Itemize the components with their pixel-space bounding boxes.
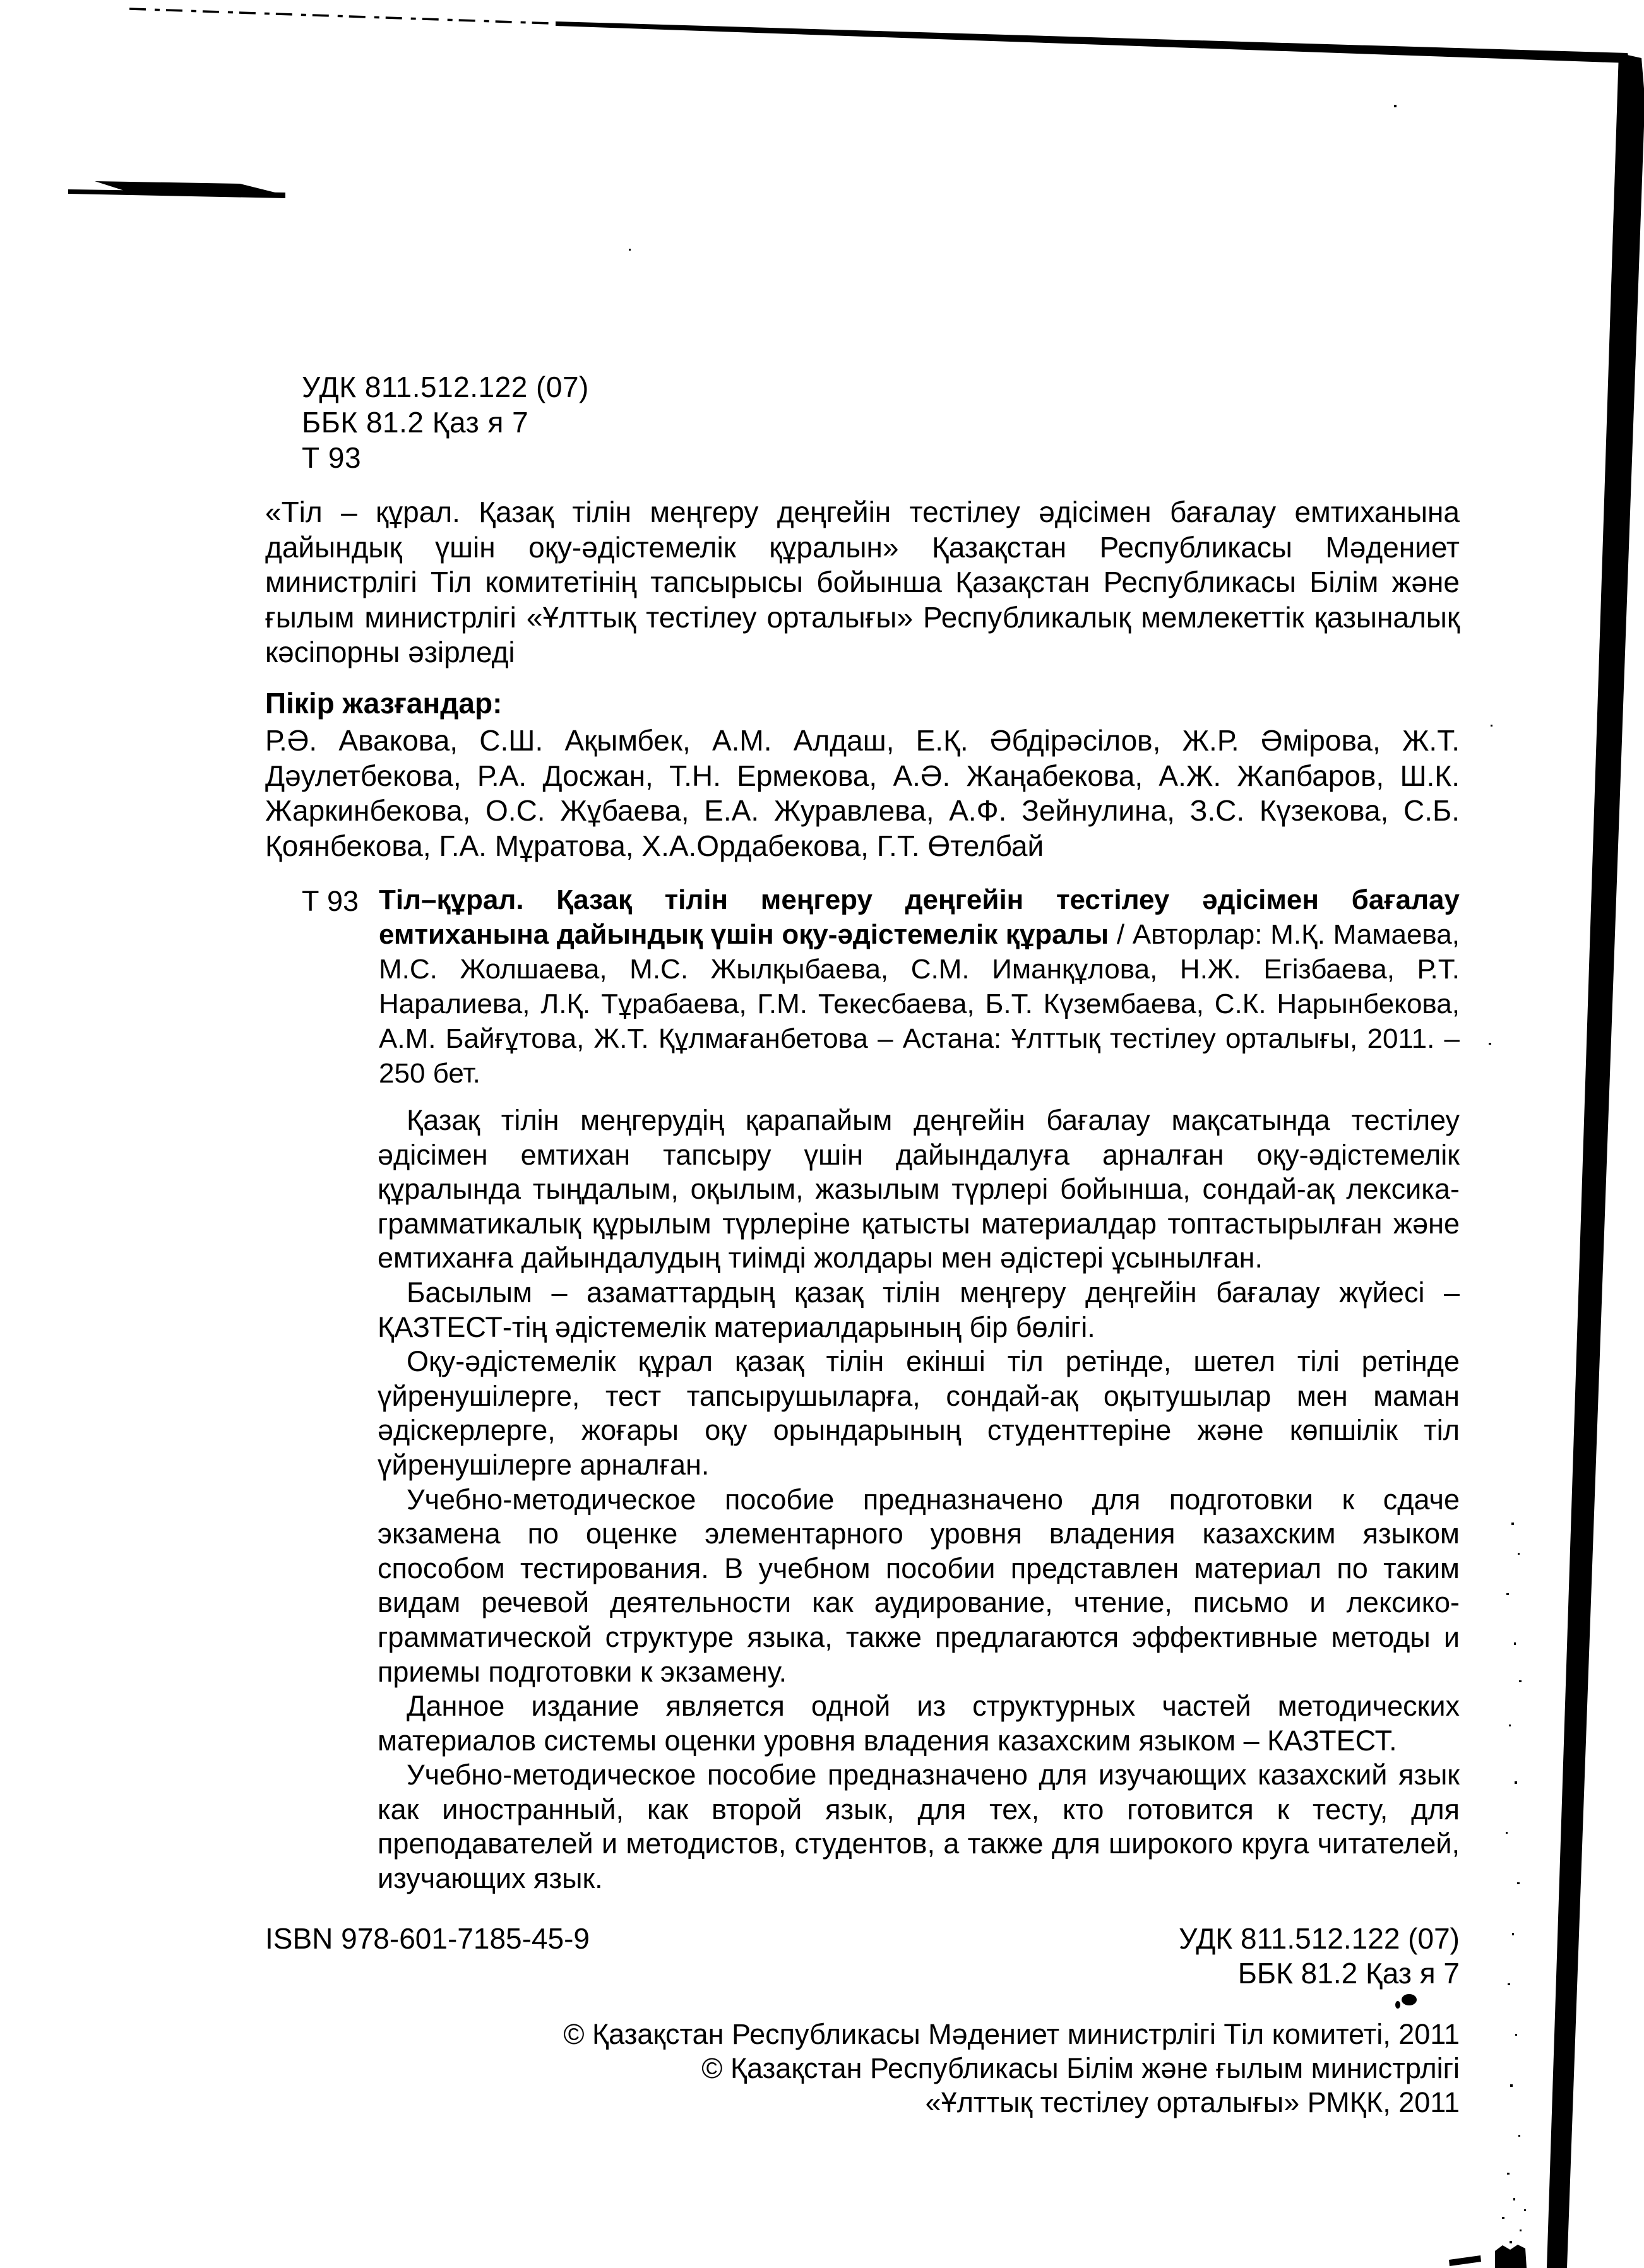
isbn: ISBN 978-601-7185-45-9 — [265, 1922, 590, 1955]
udk-bottom: УДК 811.512.122 (07) — [1179, 1922, 1460, 1955]
scan-bottom-dash — [1449, 2255, 1481, 2266]
annotation-paragraph-kk-2: Басылым – азаматтардың қазақ тілін меңгеру деңгейін бағалау жүйесі – ҚАЗТЕСТ-тің әдістемелік материалдарының бір бөлігі. — [378, 1276, 1460, 1343]
catalog-entry-code: Т 93 — [302, 885, 359, 917]
annotation-paragraph-ru-1: Учебно-методическое пособие предназначено для подготовки к сдаче экзамена по оценке элементарного уровня владения казахским языком способом тестирования. В учебном пособии представлен материал по таким видам речевой деятельности как аудирование, чтение, письмо и лексико-грамматической структуре языка, также предлагаются эффективные методы и приемы подготовки к экзамену. — [378, 1483, 1460, 1688]
annotation-block — [378, 1103, 1460, 1896]
catalog-code-top: Т 93 — [302, 441, 362, 474]
catalog-entry — [265, 882, 1460, 1091]
copyright-line-1: © Қазақстан Республикасы Мәдениет министрлігі Тіл комитеті, 2011 — [563, 2018, 1460, 2050]
scan-top-dashed-line — [129, 9, 568, 24]
reviewers-names: Р.Ә. Авакова, С.Ш. Ақымбек, А.М. Алдаш, Е.Қ. Әбдірәсілов, Ж.Р. Әмірова, Ж.Т. Дәулетбекова, Р.А. Досжан, Т.Н. Ермекова, А.Ә. Жаңабекова, А.Ж. Жапбаров, Ш.К. Жаркинбекова, О.С. Жұбаева, Е.А. Журавлева, А.Ф. Зейнулина, З.С. Күзекова, С.Б. Қоянбекова, Г.А. Мұратова, Х.А.Ордабекова, Г.Т. Өтелбай — [265, 724, 1460, 862]
bbk-top: ББК 81.2 Қаз я 7 — [302, 406, 529, 439]
scan-bottom-blob — [1495, 2245, 1527, 2268]
copyright-block — [265, 2017, 1460, 2120]
imprint-row — [265, 1921, 1460, 1991]
scan-wedge-rule — [68, 189, 285, 198]
copyright-line-2: © Қазақстан Республикасы Білім және ғылым министрлігі — [701, 2052, 1460, 2084]
scan-wedge-rule2 — [95, 181, 285, 195]
udk-top: УДК 811.512.122 (07) — [302, 371, 589, 403]
scan-top-rule — [556, 21, 1630, 63]
scan-ink-blot2 — [1395, 2001, 1400, 2009]
reviewers-heading: Пікір жазғандар: — [265, 687, 503, 720]
bibliographic-ids-block — [302, 369, 589, 475]
scan-right-edge-bar — [1547, 53, 1644, 2268]
bbk-bottom: ББК 81.2 Қаз я 7 — [1237, 1957, 1460, 1990]
annotation-paragraph-ru-2: Данное издание является одной из структурных частей методических материалов системы оценки уровня владения казахским языком – КАЗТЕСТ. — [378, 1690, 1460, 1757]
copyright-line-3: «Ұлттық тестілеу орталығы» РМҚК, 2011 — [925, 2086, 1460, 2118]
commissioning-paragraph: «Тіл – құрал. Қазақ тілін меңгеру деңгейін тестілеу әдісімен бағалау емтиханына дайындық үшін оқу-әдістемелік құралын» Қазақстан Республикасы Мәдениет министрлігі Тіл комитетінің тапсырысы бойынша Қазақстан Республикасы Білім және ғылым министрлігі «Ұлттық тестілеу орталығы» Республикалық мемлекеттік қазыналық кәсіпорны әзірледі — [265, 496, 1460, 668]
annotation-paragraph-kk-1: Қазақ тілін меңгерудің қарапайым деңгейін бағалау мақсатында тестілеу әдісімен емтихан тапсыру үшін дайындалуға арналған оқу-әдістемелік құралында тыңдалым, оқылым, жазылым түрлері бойынша, сондай-ақ лексика-грамматикалық құрылым түрлеріне қатысты материалдар топтастырылған және емтиханға дайындалудың тиімді жолдары мен әдістері ұсынылған. — [378, 1104, 1460, 1274]
catalog-entry-authors: / Авторлар: М.Қ. Мамаева, М.С. Жолшаева, М.С. Жылқыбаева, С.М. Иманқұлова, Н.Ж. Егізбаева, Р.Т. Наралиева, Л.Қ. Тұрабаева, Г.М. Текесбаева, Б.Т. Күзембаева, С.К. Нарынбекова, А.М. Байғұтова, Ж.Т. Құлмағанбетова – Астана: Ұлттық тестілеу орталығы, 2011. – 250 бет. — [379, 919, 1460, 1089]
scan-ink-blot — [1402, 1994, 1417, 2005]
catalog-entry-text — [379, 882, 1460, 1091]
annotation-paragraph-kk-3: Оқу-әдістемелік құрал қазақ тілін екінші тіл ретінде, шетел тілі ретінде үйренушілерге, тест тапсырушыларға, сондай-ақ оқытушылар мен маман әдіскерлерге, жоғары оқу орындарының студенттеріне және көпшілік тіл үйренушілерге арналған. — [378, 1345, 1460, 1481]
annotation-paragraph-ru-3: Учебно-методическое пособие предназначено для изучающих казахский язык как иностранный, как второй язык, для тех, кто готовится к тесту, для преподавателей и методистов, студентов, а также для широкого круга читателей, изучающих язык. — [378, 1759, 1460, 1895]
catalog-entry-title: Тіл–құрал. Қазақ тілін меңгеру деңгейін тестілеу әдісімен бағалау емтиханына дайындық үшін оқу-әдістемелік құралы — [379, 884, 1460, 950]
